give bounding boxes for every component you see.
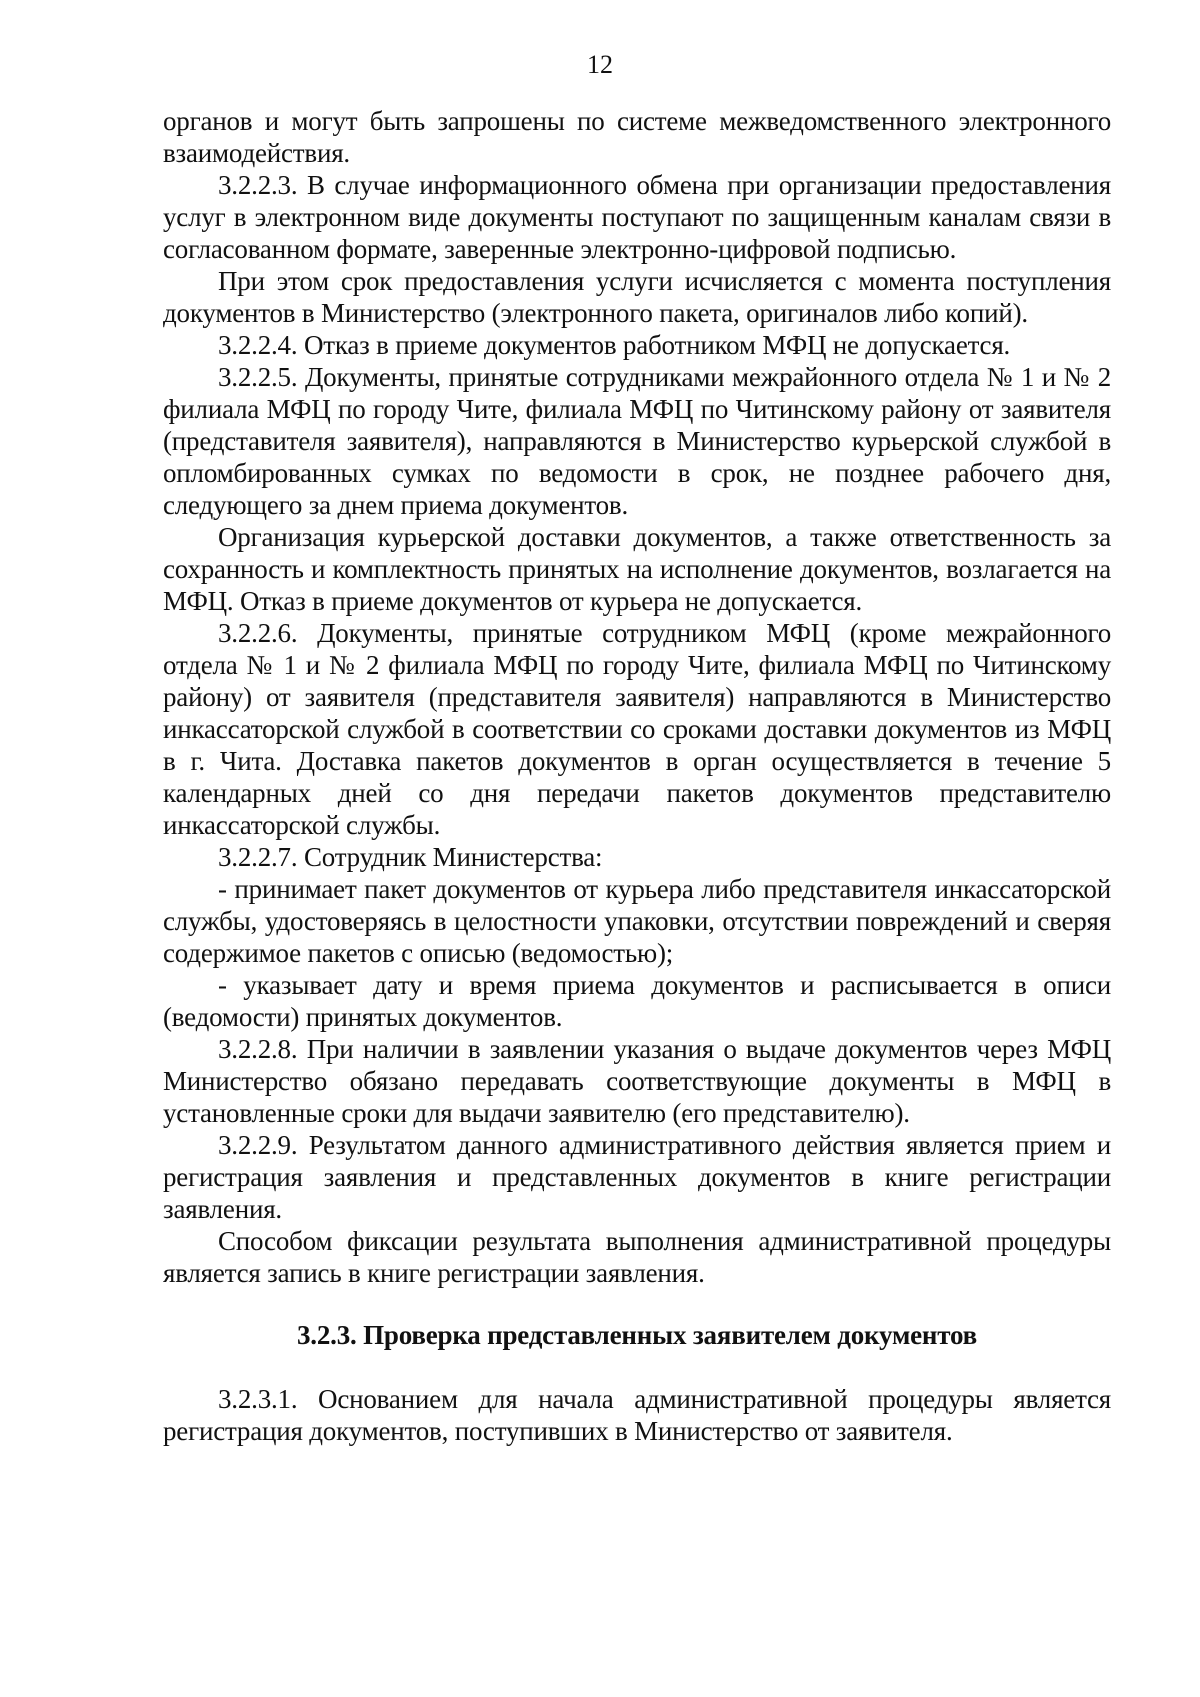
paragraph-3-2-3-1: 3.2.3.1. Основанием для начала административной процедуры является регистрация документов, поступивших в Министерство от заявителя.	[163, 1384, 1111, 1446]
paragraph-3-2-2-8: 3.2.2.8. При наличии в заявлении указания о выдаче документов через МФЦ Министерство обязано передавать соответствующие документы в МФЦ в установленные сроки для выдачи заявителю (его представителю).	[163, 1034, 1111, 1128]
paragraph-3-2-2-3: 3.2.2.3. В случае информационного обмена при организации предоставления услуг в электронном виде документы поступают по защищенным каналам связи в согласованном формате, заверенные электронно-цифровой подписью.	[163, 170, 1111, 264]
paragraph-courier-delivery: Организация курьерской доставки документов, а также ответственность за сохранность и комплектность принятых на исполнение документов, возлагается на МФЦ. Отказ в приеме документов от курьера не допускается.	[163, 522, 1111, 616]
list-item-indicates-date: - указывает дату и время приема документов и расписывается в описи (ведомости) принятых документов.	[163, 970, 1111, 1032]
paragraph-continuation: органов и могут быть запрошены по системе межведомственного электронного взаимодействия.	[163, 106, 1111, 168]
section-heading-3-2-3: 3.2.3. Проверка представленных заявителем документов	[297, 1320, 977, 1350]
paragraph-3-2-2-4: 3.2.2.4. Отказ в приеме документов работником МФЦ не допускается.	[218, 330, 1011, 360]
page-number: 12	[587, 50, 613, 79]
paragraph-3-2-2-7: 3.2.2.7. Сотрудник Министерства:	[218, 842, 603, 872]
paragraph-3-2-2-6: 3.2.2.6. Документы, принятые сотрудником МФЦ (кроме межрайонного отдела № 1 и № 2 филиала МФЦ по городу Чите, филиала МФЦ по Читинскому району) от заявителя (представителя заявителя) направляются в Министерство инкассаторской службой в соответствии со сроками доставки документов из МФЦ в г. Чита. Доставка пакетов документов в орган осуществляется в течение 5 календарных дней со дня передачи пакетов документов представителю инкассаторской службы.	[163, 618, 1111, 840]
paragraph-3-2-2-5: 3.2.2.5. Документы, принятые сотрудниками межрайонного отдела № 1 и № 2 филиала МФЦ по городу Чите, филиала МФЦ по Читинскому району от заявителя (представителя заявителя), направляются в Министерство курьерской службой в опломбированных сумках по ведомости в срок, не позднее рабочего дня, следующего за днем приема документов.	[163, 362, 1111, 520]
paragraph-fixation-method: Способом фиксации результата выполнения административной процедуры является запись в книге регистрации заявления.	[163, 1226, 1111, 1288]
paragraph-3-2-2-9: 3.2.2.9. Результатом данного административного действия является прием и регистрация заявления и представленных документов в книге регистрации заявления.	[163, 1130, 1111, 1224]
document-body	[163, 105, 1111, 1447]
paragraph-service-term: При этом срок предоставления услуги исчисляется с момента поступления документов в Министерство (электронного пакета, оригиналов либо копий).	[163, 266, 1111, 328]
list-item-accepts-package: - принимает пакет документов от курьера либо представителя инкассаторской службы, удостоверяясь в целостности упаковки, отсутствии повреждений и сверяя содержимое пакетов с описью (ведомостью);	[163, 874, 1111, 968]
